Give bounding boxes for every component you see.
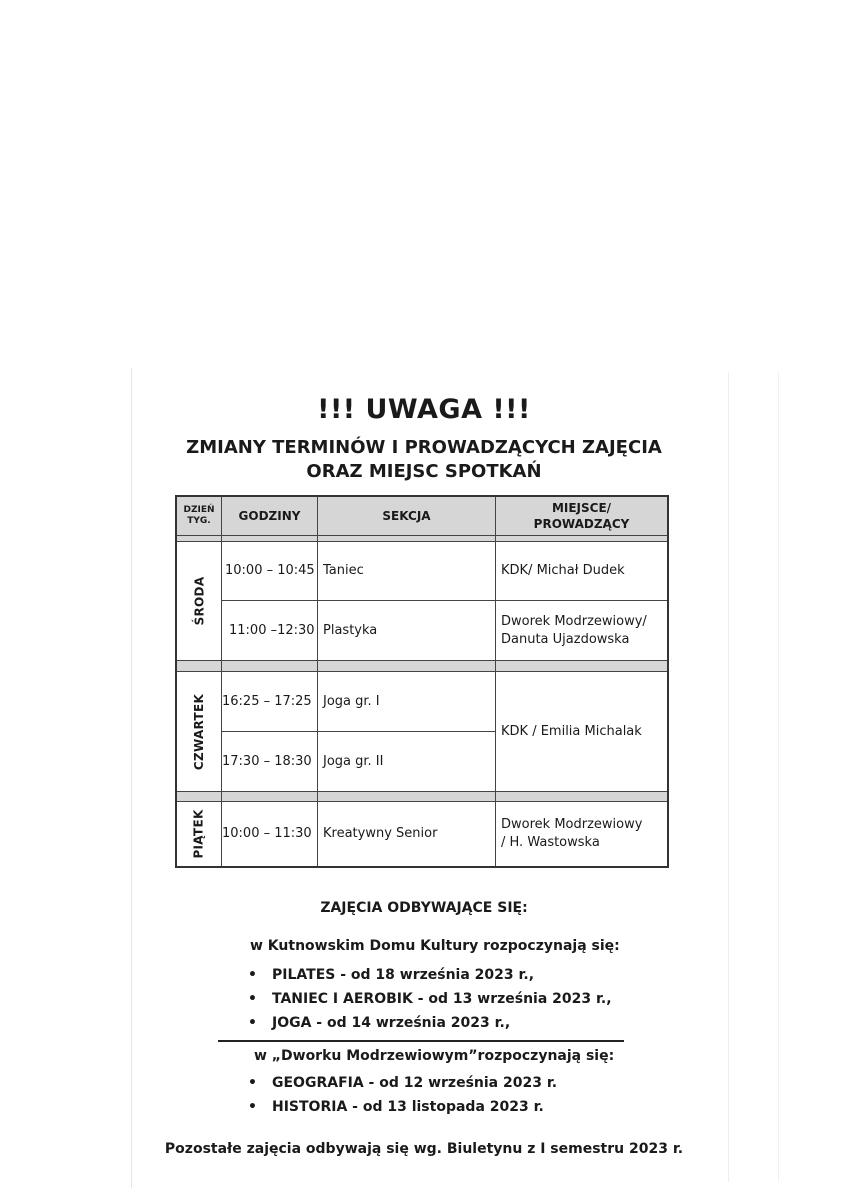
row-separator <box>177 535 667 542</box>
row3-hours: 16:25 – 17:25 <box>222 693 312 709</box>
page-title: !!! UWAGA !!! <box>317 394 531 425</box>
header-day-line1: DZIEŃ <box>183 505 215 515</box>
row2-section: Plastyka <box>323 622 378 638</box>
day-sroda: ŚRODA <box>192 576 206 626</box>
kdk-item: • JOGA - od 14 września 2023 r., <box>248 1015 511 1031</box>
bullet-icon: • <box>248 967 257 983</box>
header-place-line1: MIEJSCE/ <box>551 501 612 515</box>
row4-hours: 17:30 – 18:30 <box>222 753 312 769</box>
row5-place-line1: Dworek Modrzewiowy <box>501 817 643 832</box>
row5-place <box>501 802 667 866</box>
scan-edge-right <box>728 372 729 1182</box>
kdk-intro: w Kutnowskim Domu Kultury rozpoczynają się: <box>250 938 620 954</box>
schedule-table <box>175 495 669 868</box>
header-day-line2: TYG. <box>187 516 211 526</box>
bullet-icon: • <box>248 991 257 1007</box>
bullet-icon: • <box>248 1099 257 1115</box>
subtitle-line-2: ORAZ MIEJSC SPOTKAŃ <box>306 461 542 482</box>
dworek-item: • GEOGRAFIA - od 12 września 2023 r. <box>248 1075 558 1091</box>
footer-note: Pozostałe zajęcia odbywają się wg. Biuletynu z I semestru 2023 r. <box>164 1141 684 1157</box>
row5-place-line2: / H. Wastowska <box>501 835 600 850</box>
header-day <box>177 497 221 535</box>
row2-place <box>501 601 667 660</box>
row2-hours: 11:00 –12:30 <box>229 622 315 638</box>
info-heading: ZAJĘCIA ODBYWAJĄCE SIĘ: <box>320 900 528 916</box>
bullet-icon: • <box>248 1015 257 1031</box>
row3-section: Joga gr. I <box>323 693 380 709</box>
scan-edge-left <box>131 368 132 1188</box>
header-place <box>496 497 667 535</box>
row4-section: Joga gr. II <box>323 753 384 769</box>
row-separator <box>177 791 667 802</box>
subtitle-line-1: ZMIANY TERMINÓW I PROWADZĄCYCH ZAJĘCIA <box>186 437 662 458</box>
scan-edge-right-outer <box>778 372 779 1182</box>
row5-hours: 10:00 – 11:30 <box>222 826 312 841</box>
row1-hours: 10:00 – 10:45 <box>225 563 315 578</box>
row5-section: Kreatywny Senior <box>323 826 438 841</box>
row-separator <box>177 660 667 672</box>
section-divider <box>218 1040 624 1042</box>
row1-section: Taniec <box>323 563 364 578</box>
dworek-item: • HISTORIA - od 13 listopada 2023 r. <box>248 1099 544 1115</box>
header-hours: GODZINY <box>222 497 317 535</box>
kdk-item: • PILATES - od 18 września 2023 r., <box>248 967 535 983</box>
joga-place: KDK / Emilia Michalak <box>501 723 642 739</box>
row2-place-line1: Dworek Modrzewiowy/ <box>501 613 647 629</box>
dworek-intro: w „Dworku Modrzewiowym”rozpoczynają się: <box>254 1048 615 1064</box>
day-piatek: PIĄTEK <box>192 809 207 859</box>
bullet-icon: • <box>248 1075 257 1091</box>
kdk-item: • TANIEC I AEROBIK - od 13 września 2023 r., <box>248 991 612 1007</box>
day-czwartek: CZWARTEK <box>192 693 206 770</box>
header-section: SEKCJA <box>318 497 495 535</box>
row1-place: KDK/ Michał Dudek <box>501 563 625 578</box>
header-place-line2: PROWADZĄCY <box>533 517 630 531</box>
row2-place-line2: Danuta Ujazdowska <box>501 631 630 647</box>
